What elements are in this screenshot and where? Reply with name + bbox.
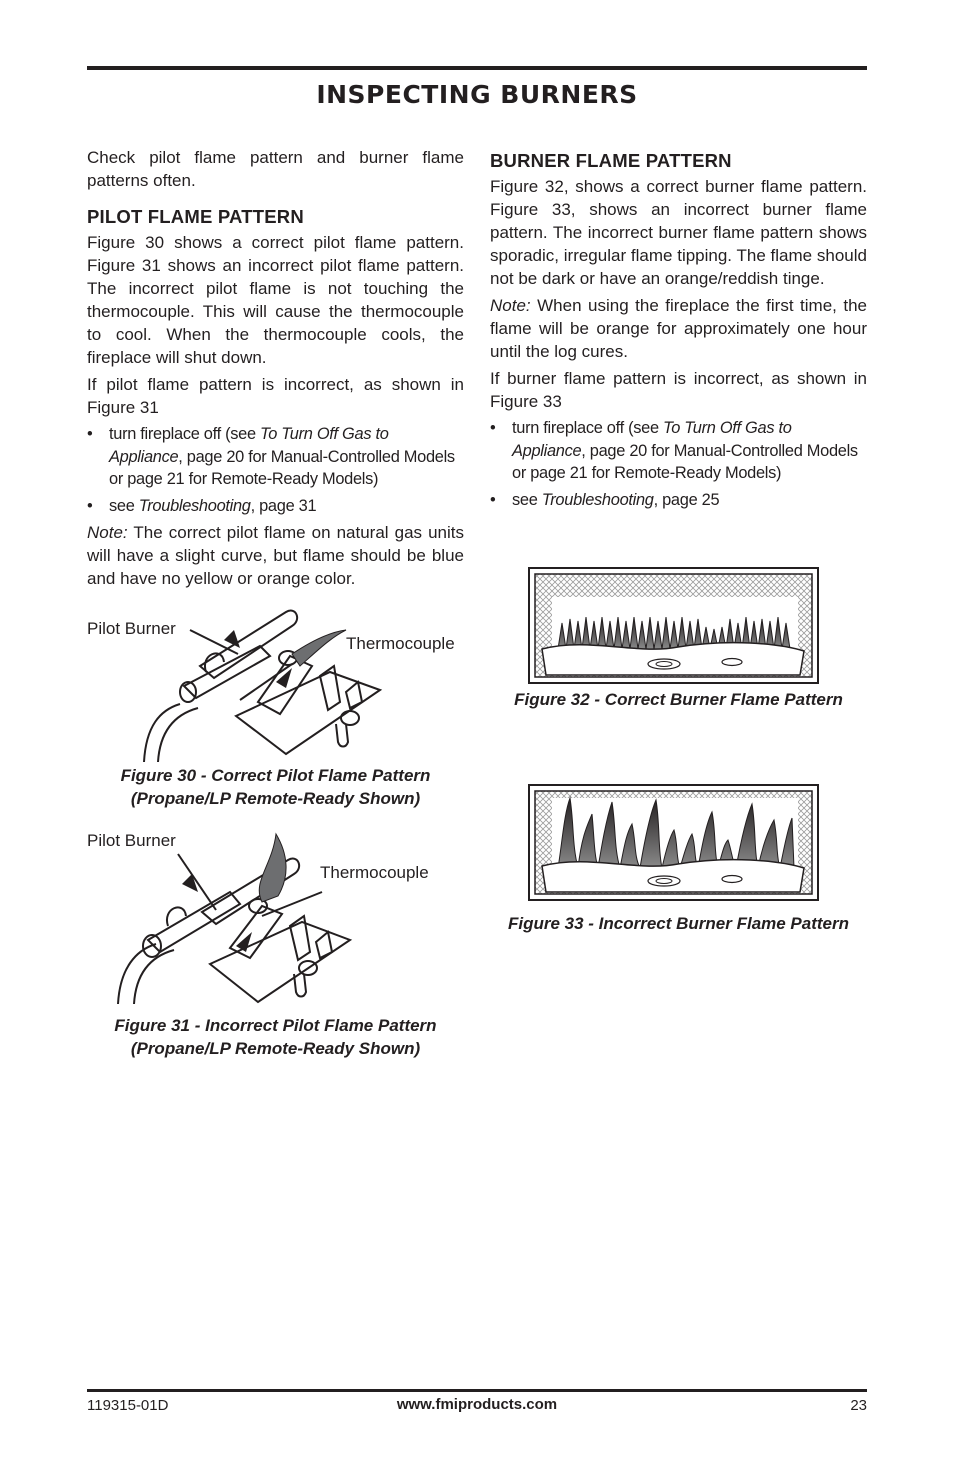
fig33-incorrect-burner-illustration xyxy=(528,784,819,901)
fig30-caption: Figure 30 - Correct Pilot Flame Pattern (Propane/LP Remote-Ready Shown) xyxy=(120,766,431,808)
fig31-thermocouple-label: Thermocouple xyxy=(320,863,429,882)
list-item: • see Troubleshooting, page 25 xyxy=(490,489,867,512)
reference-link-text: To Turn Off Gas to Appliance xyxy=(512,419,792,460)
reference-link-text: Troubleshooting xyxy=(138,496,251,515)
burner-flame-heading: BURNER FLAME PATTERN xyxy=(490,150,732,171)
fig30-pilot-burner-label: Pilot Burner xyxy=(87,619,176,638)
intro-paragraph: Check pilot flame pattern and burner flame patterns often. xyxy=(87,148,464,190)
burner-paragraph-2: If burner flame pattern is incorrect, as shown in Figure 33 xyxy=(490,369,867,411)
fig32-correct-burner-illustration xyxy=(528,567,819,684)
fig31-pilot-burner-label: Pilot Burner xyxy=(87,831,176,850)
burner-bullet-list xyxy=(490,417,867,511)
list-item: • see Troubleshooting, page 31 xyxy=(87,495,464,518)
pilot-paragraph-1: Figure 30 shows a correct pilot flame pattern. Figure 31 shows an incorrect pilot flame pattern. The incorrect pilot flame is not touching the thermocouple. This will cause the thermocouple to cool. When the thermocouple cools, the fireplace will shut down. xyxy=(87,233,464,367)
top-rule xyxy=(87,66,867,70)
list-item: • turn fireplace off (see To Turn Off Gas to Appliance, page 20 for Manual-Controlled Models or page 21 for Remote-Ready Models) xyxy=(87,423,464,491)
reference-link-text: Troubleshooting xyxy=(541,490,654,509)
reference-link-text: To Turn Off Gas to Appliance xyxy=(109,425,389,466)
list-item: • turn fireplace off (see To Turn Off Gas to Appliance, page 20 for Manual-Controlled Models or page 21 for Remote-Ready Models) xyxy=(490,417,867,485)
doc-number: 119315-01D xyxy=(87,1397,169,1414)
fig30-thermocouple-label: Thermocouple xyxy=(346,634,455,653)
pilot-flame-heading: PILOT FLAME PATTERN xyxy=(87,206,304,227)
page-number: 23 xyxy=(850,1397,867,1414)
fig31-pilot-assembly-illustration xyxy=(112,830,362,1004)
fig31-caption: Figure 31 - Incorrect Pilot Flame Pattern (Propane/LP Remote-Ready Shown) xyxy=(114,1016,437,1058)
bottom-rule xyxy=(87,1389,867,1392)
pilot-paragraph-2: If pilot flame pattern is incorrect, as shown in Figure 31 xyxy=(87,375,464,417)
burner-note: Note: When using the fireplace the first time, the flame will be orange for approximately one hour until the log cures. xyxy=(490,296,867,361)
page-title: INSPECTING BURNERS xyxy=(316,80,638,109)
left-column xyxy=(87,146,464,594)
fig32-caption: Figure 32 - Correct Burner Flame Pattern xyxy=(514,690,843,709)
pilot-note: Note: The correct pilot flame on natural gas units will have a slight curve, but flame should be blue and have no yellow or orange color. xyxy=(87,523,464,588)
fig33-caption: Figure 33 - Incorrect Burner Flame Pattern xyxy=(507,914,850,933)
website-link[interactable]: www.fmiproducts.com xyxy=(396,1396,558,1413)
pilot-bullet-list xyxy=(87,423,464,517)
burner-paragraph-1: Figure 32, shows a correct burner flame pattern. Figure 33, shows an incorrect burner flame pattern. The incorrect burner flame pattern shows sporadic, irregular flame tipping. The flame should not be dark or have an orange/reddish tinge. xyxy=(490,177,867,288)
right-column xyxy=(490,146,867,515)
fig30-pilot-assembly-illustration xyxy=(140,606,400,762)
